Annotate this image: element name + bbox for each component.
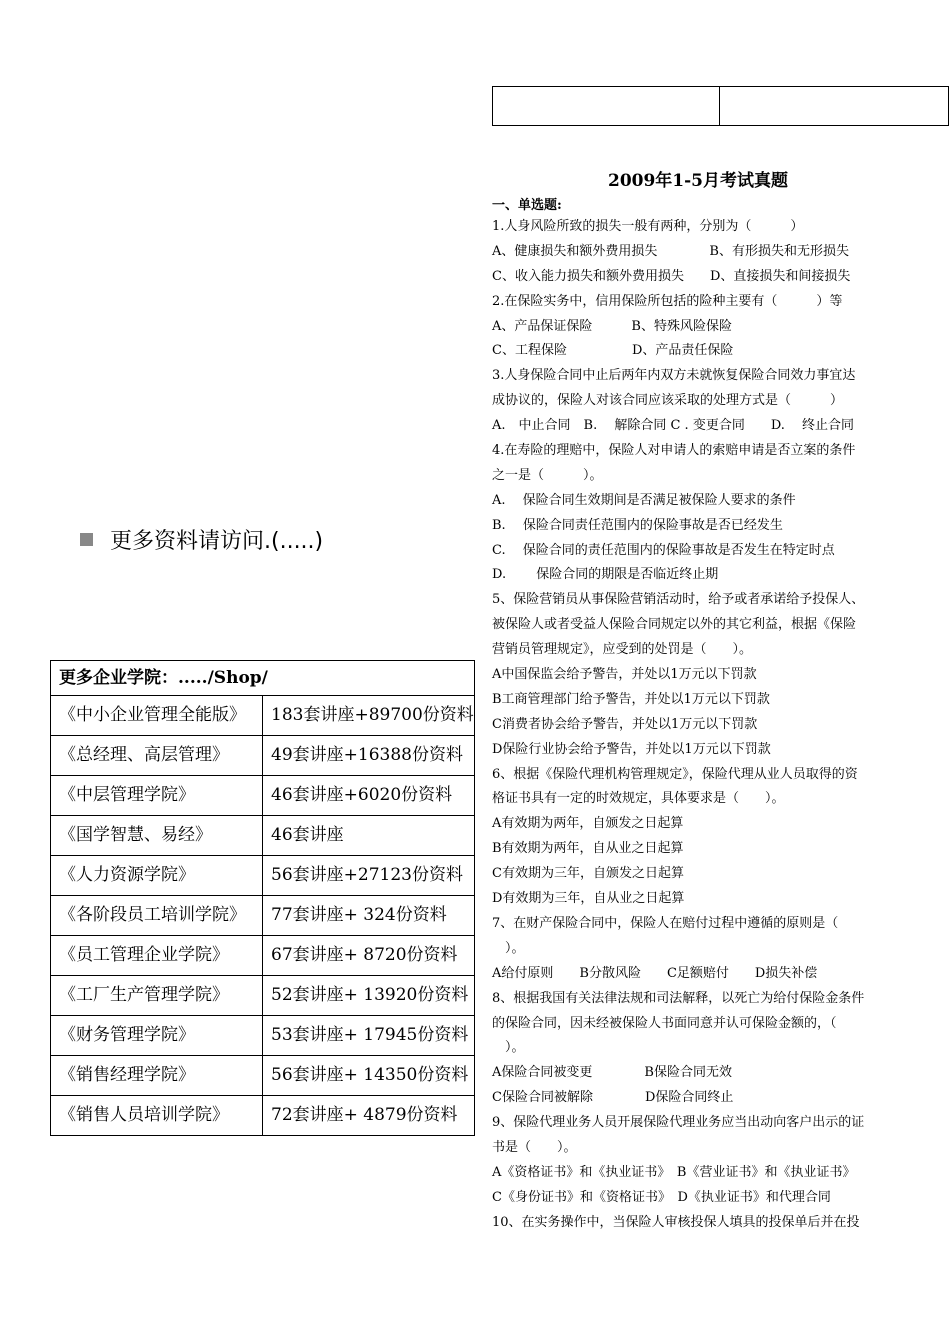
course-name-cell: 《各阶段员工培训学院》 [51,896,263,936]
table-row [51,696,475,736]
course-info-cell: 67套讲座+ 8720份资料 [263,936,475,976]
question-line: 4.在寿险的理赔中，保险人对申请人的索赔申请是否立案的条件 [492,443,856,459]
question-line: A保险合同被变更 B保险合同无效 [492,1065,732,1081]
table-row [51,816,475,856]
question-line: 2.在保险实务中，信用保险所包括的险种主要有（ ）等 [492,293,843,309]
course-info-cell: 56套讲座+ 14350份资料 [263,1056,475,1096]
question-line: D保险行业协会给予警告，并处以1万元以下罚款 [492,741,771,757]
question-line: C消费者协会给予警告，并处以1万元以下罚款 [492,716,758,732]
course-name-cell: 《中层管理学院》 [51,776,263,816]
course-info-cell: 183套讲座+89700份资料 [263,696,475,736]
table-row [51,1016,475,1056]
question-line: 的保险合同，因未经被保险人书面同意并认可保险金额的，（ [492,1015,837,1031]
question-line: C、收入能力损失和额外费用损失 D、直接损失和间接损失 [492,268,851,284]
question-line: A有效期为两年，自颁发之日起算 [492,816,684,832]
question-line: A. 保险合同生效期间是否满足被保险人要求的条件 [492,492,796,508]
table-row [51,856,475,896]
table-row [51,736,475,776]
question-line: ）。 [492,1040,525,1056]
square-bullet-icon [80,533,93,546]
header-blank-table [492,86,949,126]
question-line: A中国保监会给予警告，并处以1万元以下罚款 [492,667,757,683]
question-line: 书是（ ）。 [492,1139,577,1155]
question-line: 之一是（ ）。 [492,467,603,483]
question-line: 3.人身保险合同中止后两年内双方未就恢复保险合同效力事宜达 [492,368,856,384]
table-row [51,776,475,816]
question-line: A、产品保证保险 B、特殊风险保险 [492,318,732,334]
question-line: A、健康损失和额外费用损失 B、有形损失和无形损失 [492,243,849,259]
course-info-cell: 52套讲座+ 13920份资料 [263,976,475,1016]
question-line: A《资格证书》和《执业证书》 B《营业证书》和《执业证书》 [492,1164,856,1180]
question-line: 格证书具有一定的时效规定，具体要求是（ ）。 [492,791,785,807]
table-row [51,896,475,936]
question-line: 被保险人或者受益人保险合同规定以外的其它利益，根据《保险 [492,617,857,633]
course-name-cell: 《中小企业管理全能版》 [51,696,263,736]
question-line: 1.人身风险所致的损失一般有两种，分别为（ ） [492,219,804,234]
course-table-header: 更多企业学院：...../Shop/ [51,661,475,696]
question-line: 营销员管理规定》，应受到的处罚是（ ）。 [492,642,753,658]
question-line: 6、根据《保险代理机构管理规定》，保险代理从业人员取得的资 [492,766,858,782]
question-line: 7、在财产保险合同中，保险人在赔付过程中遵循的原则是（ [492,915,839,931]
course-name-cell: 《财务管理学院》 [51,1016,263,1056]
question-line: 9、保险代理业务人员开展保险代理业务应当出动向客户出示的证 [492,1115,865,1131]
course-name-cell: 《人力资源学院》 [51,856,263,896]
table-row [51,936,475,976]
more-info-text: 更多资料请访问.(.....) [110,529,324,554]
course-name-cell: 《工厂生产管理学院》 [51,976,263,1016]
question-line: B. 保险合同责任范围内的保险事故是否已经发生 [492,517,783,533]
question-line: 10、在实务操作中，当保险人审核投保人填具的投保单后并在投 [492,1214,860,1230]
question-line: 8、根据我国有关法律法规和司法解释，以死亡为给付保险金条件 [492,990,865,1006]
table-row [51,976,475,1016]
header-blank-cell-right [720,87,948,125]
more-info-bullet [80,524,323,555]
table-row [51,1096,475,1136]
course-info-cell: 72套讲座+ 4879份资料 [263,1096,475,1136]
course-info-cell: 46套讲座 [263,816,475,856]
course-info-cell: 53套讲座+ 17945份资料 [263,1016,475,1056]
course-table-header-row [51,661,475,696]
course-table [50,660,475,1136]
question-line: ）。 [492,940,525,956]
course-name-cell: 《销售人员培训学院》 [51,1096,263,1136]
question-line: B工商管理部门给予警告，并处以1万元以下罚款 [492,691,770,707]
question-line: C、工程保险 D、产品责任保险 [492,343,734,359]
question-lines [492,215,904,1236]
course-name-cell: 《国学智慧、易经》 [51,816,263,856]
course-info-cell: 49套讲座+16388份资料 [263,736,475,776]
course-info-cell: 46套讲座+6020份资料 [263,776,475,816]
header-blank-cell-left [493,87,720,125]
question-line: A给付原则 B分散风险 C足额赔付 D损失补偿 [492,965,818,981]
course-info-cell: 77套讲座+ 324份资料 [263,896,475,936]
course-name-cell: 《销售经理学院》 [51,1056,263,1096]
question-line: D. 保险合同的期限是否临近终止期 [492,567,719,583]
course-name-cell: 《员工管理企业学院》 [51,936,263,976]
exam-questions [492,166,904,1236]
exam-title: 2009年1-5月考试真题 [607,171,789,191]
question-line: A. 中止合同 B. 解除合同 C . 变更合同 D. 终止合同 [492,418,855,434]
course-info-cell: 56套讲座+27123份资料 [263,856,475,896]
question-line: B有效期为两年，自从业之日起算 [492,841,684,857]
table-row [51,1056,475,1096]
question-line: C有效期为三年，自颁发之日起算 [492,866,684,882]
section-heading: 一、单选题: [492,198,562,213]
question-line: 5、保险营销员从事保险营销活动时，给予或者承诺给予投保人、 [492,592,865,608]
question-line: C保险合同被解除 D保险合同终止 [492,1090,734,1106]
course-name-cell: 《总经理、高层管理》 [51,736,263,776]
question-line: 成协议的，保险人对该合同应该采取的处理方式是（ ） [492,393,844,409]
question-line: C《身份证书》和《资格证书》 D《执业证书》和代理合同 [492,1189,831,1205]
question-line: C. 保险合同的责任范围内的保险事故是否发生在特定时点 [492,542,835,558]
question-line: D有效期为三年，自从业之日起算 [492,891,685,907]
